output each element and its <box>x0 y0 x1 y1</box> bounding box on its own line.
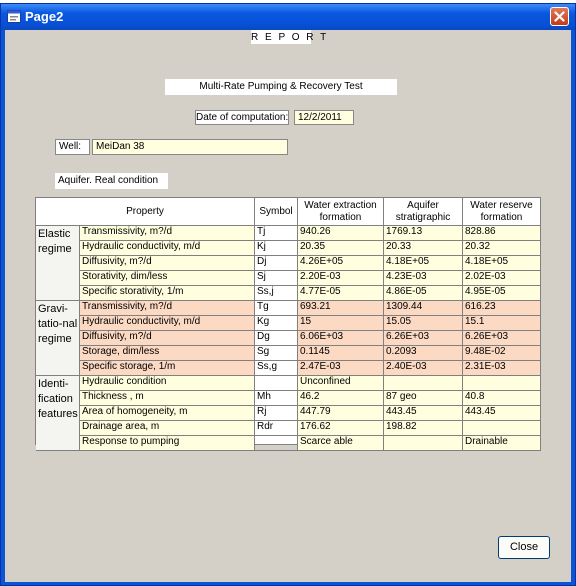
dialog-window <box>0 3 576 586</box>
symbol-cell <box>255 376 298 391</box>
value-cell: 693.21 <box>298 301 384 316</box>
value-cell: 2.20E-03 <box>298 271 384 286</box>
value-cell: 443.45 <box>384 406 463 421</box>
property-cell: Storage, dim/less <box>80 346 255 361</box>
well-value: MeiDan 38 <box>92 139 288 155</box>
property-cell: Diffusivity, m?/d <box>80 256 255 271</box>
value-cell: 20.33 <box>384 241 463 256</box>
value-cell: 2.31E-03 <box>463 361 541 376</box>
property-cell: Transmissivity, m?/d <box>80 226 255 241</box>
value-cell <box>463 376 541 391</box>
value-cell: 443.45 <box>463 406 541 421</box>
symbol-cell: Sg <box>255 346 298 361</box>
value-cell: 20.35 <box>298 241 384 256</box>
symbol-cell <box>255 436 298 451</box>
property-cell: Drainage area, m <box>80 421 255 436</box>
value-cell: 0.1145 <box>298 346 384 361</box>
property-cell: Area of homogeneity, m <box>80 406 255 421</box>
report-title: R E P O R T <box>251 32 329 43</box>
value-cell: 87 geo <box>384 391 463 406</box>
property-cell: Transmissivity, m?/d <box>80 301 255 316</box>
value-cell: 4.26E+05 <box>298 256 384 271</box>
group-label: Identi-fication features <box>36 376 80 451</box>
property-cell: Diffusivity, m?/d <box>80 331 255 346</box>
value-cell: 4.95E-05 <box>463 286 541 301</box>
header-symbol: Symbol <box>255 198 298 226</box>
symbol-cell: Dg <box>255 331 298 346</box>
symbol-cell: Ss,j <box>255 286 298 301</box>
value-cell: 2.47E-03 <box>298 361 384 376</box>
header-aquifer-stratigraphic: Aquifer stratigraphic <box>384 198 463 226</box>
value-cell: Unconfined <box>298 376 384 391</box>
results-table <box>35 197 541 445</box>
symbol-cell: Ss,g <box>255 361 298 376</box>
symbol-cell: Rj <box>255 406 298 421</box>
value-cell: 4.23E-03 <box>384 271 463 286</box>
close-button[interactable]: Close <box>498 536 550 559</box>
report-heading: Multi-Rate Pumping & Recovery Test <box>165 79 397 95</box>
header-property: Property <box>36 198 255 226</box>
symbol-cell: Tg <box>255 301 298 316</box>
value-cell: 176.62 <box>298 421 384 436</box>
value-cell: 828.86 <box>463 226 541 241</box>
value-cell <box>384 376 463 391</box>
value-cell: 616.23 <box>463 301 541 316</box>
value-cell: 447.79 <box>298 406 384 421</box>
date-label: Date of computation: <box>196 112 289 123</box>
group-label: Elastic regime <box>36 226 80 301</box>
title-bar[interactable] <box>1 4 575 30</box>
symbol-cell: Dj <box>255 256 298 271</box>
header-water-reserve: Water reserve formation <box>463 198 541 226</box>
value-cell: 198.82 <box>384 421 463 436</box>
value-cell: 15 <box>298 316 384 331</box>
symbol-cell: Rdr <box>255 421 298 436</box>
value-cell: Scarce able <box>298 436 384 451</box>
value-cell: 6.26E+03 <box>384 331 463 346</box>
value-cell: 0.2093 <box>384 346 463 361</box>
property-cell: Storativity, dim/less <box>80 271 255 286</box>
property-cell: Hydraulic conductivity, m/d <box>80 316 255 331</box>
property-cell: Specific storativity, 1/m <box>80 286 255 301</box>
property-cell: Thickness , m <box>80 391 255 406</box>
value-cell: 15.1 <box>463 316 541 331</box>
value-cell: 4.18E+05 <box>384 256 463 271</box>
form-client-area <box>5 30 571 582</box>
property-cell: Response to pumping <box>80 436 255 451</box>
property-cell: Hydraulic conductivity, m/d <box>80 241 255 256</box>
value-cell: 40.8 <box>463 391 541 406</box>
value-cell: 46.2 <box>298 391 384 406</box>
value-cell: 940.26 <box>298 226 384 241</box>
value-cell: Drainable <box>463 436 541 451</box>
symbol-cell: Kj <box>255 241 298 256</box>
symbol-cell: Kg <box>255 316 298 331</box>
header-water-extraction: Water extraction formation <box>298 198 384 226</box>
value-cell <box>463 421 541 436</box>
form-icon <box>7 10 21 23</box>
value-cell: 15.05 <box>384 316 463 331</box>
group-label: Gravi-tatio-nal regime <box>36 301 80 376</box>
value-cell: 9.48E-02 <box>463 346 541 361</box>
value-cell: 4.86E-05 <box>384 286 463 301</box>
window-close-button[interactable] <box>550 7 569 26</box>
value-cell <box>384 436 463 451</box>
value-cell: 20.32 <box>463 241 541 256</box>
value-cell: 4.18E+05 <box>463 256 541 271</box>
value-cell: 1769.13 <box>384 226 463 241</box>
value-cell: 4.77E-05 <box>298 286 384 301</box>
symbol-cell: Tj <box>255 226 298 241</box>
property-cell: Specific storage, 1/m <box>80 361 255 376</box>
symbol-cell: Sj <box>255 271 298 286</box>
value-cell: 2.02E-03 <box>463 271 541 286</box>
aquifer-label: Aquifer. Real condition <box>55 173 168 189</box>
window-title: Page2 <box>25 9 64 24</box>
well-label: Well: <box>55 139 90 155</box>
property-cell: Hydraulic condition <box>80 376 255 391</box>
value-cell: 6.26E+03 <box>463 331 541 346</box>
date-value: 12/2/2011 <box>294 110 354 125</box>
value-cell: 2.40E-03 <box>384 361 463 376</box>
symbol-cell: Mh <box>255 391 298 406</box>
value-cell: 6.06E+03 <box>298 331 384 346</box>
value-cell: 1309.44 <box>384 301 463 316</box>
close-icon <box>554 11 565 22</box>
